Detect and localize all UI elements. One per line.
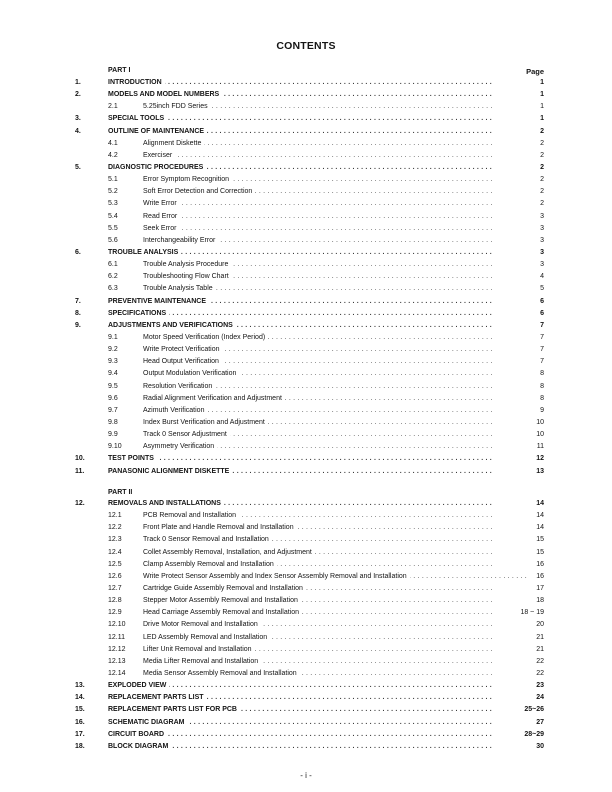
entry-title-text: DIAGNOSTIC PROCEDURES bbox=[108, 164, 206, 171]
section-title bbox=[108, 77, 493, 89]
page-number: 8 bbox=[540, 394, 544, 402]
section-title bbox=[108, 704, 493, 716]
toc-subsection-row bbox=[0, 138, 612, 150]
toc-subsection-row bbox=[0, 607, 612, 619]
entry-title-text: TROUBLE ANALYSIS bbox=[108, 249, 181, 256]
section-title bbox=[108, 453, 493, 465]
page-number: 22 bbox=[536, 669, 544, 677]
section-title bbox=[108, 320, 493, 332]
entry-title-text: PCB Removal and Installation bbox=[143, 512, 239, 519]
subsection-title bbox=[143, 393, 493, 405]
toc-subsection-row bbox=[0, 150, 612, 162]
page-number: 3 bbox=[540, 248, 544, 256]
entry-title-text: Track 0 Sensor Removal and Installation bbox=[143, 536, 272, 543]
subsection-number: 9.9 bbox=[108, 431, 118, 439]
subsection-number: 4.1 bbox=[108, 139, 118, 147]
page-number: 8 bbox=[540, 382, 544, 390]
subsection-title bbox=[143, 381, 493, 393]
section-title bbox=[108, 308, 493, 320]
section-title bbox=[108, 466, 493, 478]
toc-subsection-row bbox=[0, 283, 612, 295]
entry-title-text: Radial Alignment Verification and Adjustment bbox=[143, 395, 285, 402]
toc-subsection-row bbox=[0, 393, 612, 405]
subsection-number: 12.10 bbox=[108, 621, 126, 629]
subsection-number: 9.8 bbox=[108, 418, 118, 426]
page-number: 16 bbox=[536, 560, 544, 568]
section-number: 18. bbox=[75, 742, 85, 750]
toc-subsection-row bbox=[0, 656, 612, 668]
section-number: 11. bbox=[75, 467, 85, 475]
subsection-title bbox=[143, 632, 493, 644]
toc-subsection-row bbox=[0, 259, 612, 271]
subsection-title bbox=[143, 522, 493, 534]
toc-subsection-row bbox=[0, 211, 612, 223]
toc-subsection-row bbox=[0, 571, 612, 583]
entry-title-text: REMOVALS AND INSTALLATIONS bbox=[108, 500, 224, 507]
toc-subsection-row bbox=[0, 441, 612, 453]
subsection-number: 12.4 bbox=[108, 548, 122, 556]
page-number: 30 bbox=[536, 742, 544, 750]
subsection-number: 9.3 bbox=[108, 358, 118, 366]
entry-title-text: Write Protect Sensor Assembly and Index Sensor Assembly Removal and Installation bbox=[143, 573, 410, 580]
part-2-label: PART II bbox=[108, 489, 133, 496]
subsection-title bbox=[143, 150, 493, 162]
page-number: 12 bbox=[536, 455, 544, 463]
toc-subsection-row bbox=[0, 668, 612, 680]
subsection-number: 12.3 bbox=[108, 536, 122, 544]
page-number: 10 bbox=[536, 431, 544, 439]
page-number: 6 bbox=[540, 297, 544, 305]
toc-subsection-row bbox=[0, 619, 612, 631]
entry-title-text: Troubleshooting Flow Chart bbox=[143, 273, 232, 280]
toc-subsection-row bbox=[0, 595, 612, 607]
entry-title-text: Exerciser bbox=[143, 152, 175, 159]
toc-subsection-row bbox=[0, 583, 612, 595]
subsection-title bbox=[143, 429, 493, 441]
toc-subsection-row bbox=[0, 417, 612, 429]
entry-title-text: REPLACEMENT PARTS LIST FOR PCB bbox=[108, 706, 240, 713]
entry-title-text: EXPLODED VIEW bbox=[108, 682, 169, 689]
section-title bbox=[108, 247, 493, 259]
toc-section-row bbox=[0, 704, 612, 716]
subsection-title bbox=[143, 595, 493, 607]
subsection-title bbox=[143, 559, 493, 571]
section-title bbox=[108, 692, 493, 704]
toc-subsection-row bbox=[0, 101, 612, 113]
toc-section-row bbox=[0, 453, 612, 465]
section-title bbox=[108, 741, 493, 753]
toc-subsection-row bbox=[0, 644, 612, 656]
entry-title-text: SCHEMATIC DIAGRAM bbox=[108, 719, 187, 726]
subsection-number: 4.2 bbox=[108, 151, 118, 159]
entry-title-text: Read Error bbox=[143, 213, 180, 220]
page-number: 25~26 bbox=[524, 706, 544, 714]
toc-section-row bbox=[0, 692, 612, 704]
subsection-number: 12.14 bbox=[108, 669, 126, 677]
section-title bbox=[108, 113, 493, 125]
subsection-title bbox=[143, 259, 493, 271]
part-1-label: PART I bbox=[108, 67, 131, 74]
toc-subsection-row bbox=[0, 332, 612, 344]
entry-title-text: SPECIAL TOOLS bbox=[108, 115, 167, 122]
subsection-number: 12.13 bbox=[108, 657, 126, 665]
subsection-number: 9.5 bbox=[108, 382, 118, 390]
entry-title-text: Front Plate and Handle Removal and Installation bbox=[143, 524, 297, 531]
entry-title-text: Error Symptom Recognition bbox=[143, 176, 232, 183]
toc-section-row bbox=[0, 717, 612, 729]
entry-title-text: ADJUSTMENTS AND VERIFICATIONS bbox=[108, 322, 236, 329]
entry-title-text: Media Lifter Removal and Installation bbox=[143, 658, 261, 665]
subsection-title bbox=[143, 607, 493, 619]
page-number: 11 bbox=[536, 443, 544, 451]
page-number: 8 bbox=[540, 370, 544, 378]
subsection-number: 5.1 bbox=[108, 176, 118, 184]
page-number: 13 bbox=[536, 467, 544, 475]
subsection-number: 6.3 bbox=[108, 285, 118, 293]
subsection-number: 12.2 bbox=[108, 524, 122, 532]
subsection-title bbox=[143, 138, 493, 150]
section-title bbox=[108, 498, 493, 510]
page-number: 20 bbox=[536, 621, 544, 629]
toc-subsection-row bbox=[0, 174, 612, 186]
section-number: 9. bbox=[75, 321, 81, 329]
section-number: 3. bbox=[75, 115, 81, 123]
page-number: 7 bbox=[540, 346, 544, 354]
entry-title-text: Media Sensor Assembly Removal and Installation bbox=[143, 670, 300, 677]
subsection-number: 6.1 bbox=[108, 261, 118, 269]
toc-subsection-row bbox=[0, 632, 612, 644]
subsection-number: 12.11 bbox=[108, 633, 125, 641]
subsection-title bbox=[143, 186, 493, 198]
entry-title-text: Index Burst Verification and Adjustment bbox=[143, 419, 268, 426]
page-number: 18 ~ 19 bbox=[520, 609, 544, 617]
toc-section-row bbox=[0, 89, 612, 101]
page-number: 2 bbox=[540, 139, 544, 147]
entry-title-text: Stepper Motor Assembly Removal and Installation bbox=[143, 597, 301, 604]
entry-title-text: Drive Motor Removal and Installation bbox=[143, 621, 261, 628]
toc-subsection-row bbox=[0, 223, 612, 235]
subsection-title bbox=[143, 344, 493, 356]
subsection-number: 5.6 bbox=[108, 236, 118, 244]
entry-title-text: Head Carriage Assembly Removal and Installation bbox=[143, 609, 302, 616]
subsection-title bbox=[143, 356, 493, 368]
subsection-number: 12.5 bbox=[108, 560, 122, 568]
section-title bbox=[108, 729, 493, 741]
entry-title-text: PANASONIC ALIGNMENT DISKETTE bbox=[108, 468, 232, 475]
section-number: 2. bbox=[75, 91, 81, 99]
entry-title-text: MODELS AND MODEL NUMBERS bbox=[108, 91, 222, 98]
page-number: 1 bbox=[540, 103, 544, 111]
toc-section-row bbox=[0, 320, 612, 332]
toc-part-2 bbox=[0, 498, 612, 753]
subsection-title bbox=[143, 656, 493, 668]
page-number: 2 bbox=[540, 176, 544, 184]
toc-subsection-row bbox=[0, 510, 612, 522]
toc-section-row bbox=[0, 77, 612, 89]
subsection-title bbox=[143, 619, 493, 631]
subsection-number: 2.1 bbox=[108, 103, 118, 111]
toc-subsection-row bbox=[0, 429, 612, 441]
subsection-number: 5.3 bbox=[108, 200, 118, 208]
page-number: 3 bbox=[540, 224, 544, 232]
subsection-title bbox=[143, 644, 493, 656]
subsection-number: 5.5 bbox=[108, 224, 118, 232]
toc-subsection-row bbox=[0, 534, 612, 546]
entry-title-text: OUTLINE OF MAINTENANCE bbox=[108, 128, 207, 135]
entry-title-text: Collet Assembly Removal, Installation, and Adjustment bbox=[143, 549, 315, 556]
subsection-title bbox=[143, 211, 493, 223]
toc-subsection-row bbox=[0, 344, 612, 356]
subsection-title bbox=[143, 198, 493, 210]
entry-title-text: Write Protect Verification bbox=[143, 346, 223, 353]
page-number: 7 bbox=[540, 358, 544, 366]
entry-title-text: Interchangeability Error bbox=[143, 237, 218, 244]
subsection-number: 12.6 bbox=[108, 572, 122, 580]
section-number: 1. bbox=[75, 79, 81, 86]
toc-subsection-row bbox=[0, 522, 612, 534]
subsection-number: 12.8 bbox=[108, 597, 122, 605]
toc-section-row bbox=[0, 498, 612, 510]
page-number: 1 bbox=[540, 79, 544, 86]
entry-title-text: Motor Speed Verification (Index Period) bbox=[143, 334, 268, 341]
page-column-header: Page bbox=[526, 67, 544, 76]
section-title bbox=[108, 162, 493, 174]
section-title bbox=[108, 89, 493, 101]
section-number: 12. bbox=[75, 500, 85, 507]
entry-title-text: Asymmetry Verification bbox=[143, 443, 217, 450]
page-number: 2 bbox=[540, 200, 544, 208]
page-number: 28~29 bbox=[524, 730, 544, 738]
subsection-title bbox=[143, 441, 493, 453]
toc-section-row bbox=[0, 308, 612, 320]
toc-subsection-row bbox=[0, 559, 612, 571]
page-number: 7 bbox=[540, 321, 544, 329]
entry-title-text: Seek Error bbox=[143, 225, 179, 232]
page-number: 2 bbox=[540, 127, 544, 135]
section-number: 5. bbox=[75, 163, 81, 171]
section-number: 17. bbox=[75, 730, 85, 738]
section-title bbox=[108, 296, 493, 308]
entry-title-text: Soft Error Detection and Correction bbox=[143, 188, 255, 195]
page-number: 2 bbox=[540, 151, 544, 159]
section-number: 14. bbox=[75, 694, 85, 702]
page-number: 15 bbox=[536, 536, 544, 544]
entry-title-text: BLOCK DIAGRAM bbox=[108, 743, 171, 750]
subsection-title bbox=[143, 271, 493, 283]
page-number: 22 bbox=[536, 657, 544, 665]
entry-title-text: Head Output Verification bbox=[143, 358, 222, 365]
page-number: 24 bbox=[536, 694, 544, 702]
subsection-title bbox=[143, 368, 493, 380]
toc-section-row bbox=[0, 296, 612, 308]
section-title bbox=[108, 717, 493, 729]
entry-title-text: REPLACEMENT PARTS LIST bbox=[108, 694, 207, 701]
toc-section-row bbox=[0, 247, 612, 259]
entry-title-text: Alignment Diskette bbox=[143, 140, 204, 147]
page-number: 14 bbox=[536, 500, 544, 507]
toc-section-row bbox=[0, 126, 612, 138]
entry-title-text: SPECIFICATIONS bbox=[108, 310, 169, 317]
subsection-title bbox=[143, 583, 493, 595]
subsection-title bbox=[143, 571, 528, 583]
toc-subsection-row bbox=[0, 198, 612, 210]
toc-section-row bbox=[0, 466, 612, 478]
entry-title-text: Resolution Verification bbox=[143, 383, 215, 390]
subsection-number: 5.4 bbox=[108, 212, 118, 220]
toc-subsection-row bbox=[0, 405, 612, 417]
entry-title-text: Trouble Analysis Procedure bbox=[143, 261, 231, 268]
section-number: 10. bbox=[75, 455, 85, 463]
subsection-title bbox=[143, 101, 493, 113]
entry-title-text: Azimuth Verification bbox=[143, 407, 207, 414]
entry-title-text: LED Assembly Removal and Installation bbox=[143, 634, 270, 641]
subsection-number: 12.1 bbox=[108, 512, 122, 520]
subsection-number: 9.10 bbox=[108, 443, 122, 451]
entry-title-text: Track 0 Sensor Adjustment bbox=[143, 431, 230, 438]
section-title bbox=[108, 126, 493, 138]
toc-section-row bbox=[0, 729, 612, 741]
page-number: 2 bbox=[540, 188, 544, 196]
subsection-title bbox=[143, 283, 493, 295]
entry-title-text: TEST POINTS bbox=[108, 455, 157, 462]
entry-title-text: 5.25inch FDD Series bbox=[143, 103, 211, 110]
subsection-title bbox=[143, 332, 493, 344]
page-number: 10 bbox=[536, 418, 544, 426]
subsection-title bbox=[143, 405, 493, 417]
section-number: 7. bbox=[75, 297, 81, 305]
subsection-title bbox=[143, 235, 493, 247]
toc-subsection-row bbox=[0, 186, 612, 198]
page-number: 5 bbox=[540, 285, 544, 293]
subsection-title bbox=[143, 668, 493, 680]
subsection-number: 9.1 bbox=[108, 333, 118, 341]
toc-subsection-row bbox=[0, 381, 612, 393]
section-number: 8. bbox=[75, 309, 81, 317]
page-number: 17 bbox=[536, 584, 544, 592]
toc-section-row bbox=[0, 113, 612, 125]
subsection-number: 9.4 bbox=[108, 370, 118, 378]
page-number: 15 bbox=[536, 548, 544, 556]
page-number: 21 bbox=[536, 633, 544, 641]
toc-section-row bbox=[0, 680, 612, 692]
subsection-title bbox=[143, 223, 493, 235]
toc-subsection-row bbox=[0, 271, 612, 283]
toc-section-row bbox=[0, 162, 612, 174]
toc-part-1 bbox=[0, 77, 612, 478]
section-number: 13. bbox=[75, 682, 85, 690]
page-number: 14 bbox=[536, 524, 544, 532]
entry-title-text: CIRCUIT BOARD bbox=[108, 731, 167, 738]
subsection-number: 12.9 bbox=[108, 609, 122, 617]
toc-subsection-row bbox=[0, 356, 612, 368]
page-number: 23 bbox=[536, 682, 544, 690]
subsection-number: 9.7 bbox=[108, 406, 118, 414]
section-number: 4. bbox=[75, 127, 81, 135]
entry-title-text: PREVENTIVE MAINTENANCE bbox=[108, 298, 209, 305]
entry-title-text: Trouble Analysis Table bbox=[143, 285, 216, 292]
page-title: CONTENTS bbox=[276, 40, 336, 52]
entry-title-text: Lifter Unit Removal and Installation bbox=[143, 646, 255, 653]
toc-section-row bbox=[0, 741, 612, 753]
page-number: 14 bbox=[536, 512, 544, 520]
page-number: 4 bbox=[540, 273, 544, 281]
page-number: 27 bbox=[536, 718, 544, 726]
section-number: 15. bbox=[75, 706, 85, 714]
toc-subsection-row bbox=[0, 368, 612, 380]
subsection-title bbox=[143, 547, 493, 559]
page-number: 21 bbox=[536, 645, 544, 653]
page-number: 6 bbox=[540, 309, 544, 317]
section-title bbox=[108, 680, 493, 692]
subsection-number: 9.6 bbox=[108, 394, 118, 402]
page-number: 3 bbox=[540, 236, 544, 244]
page-number: 18 bbox=[536, 597, 544, 605]
subsection-title bbox=[143, 510, 493, 522]
page-number: 3 bbox=[540, 261, 544, 269]
subsection-title bbox=[143, 534, 493, 546]
page-number: 9 bbox=[540, 406, 544, 414]
section-number: 6. bbox=[75, 248, 81, 256]
subsection-number: 12.12 bbox=[108, 645, 126, 653]
entry-title-text: Write Error bbox=[143, 200, 180, 207]
subsection-title bbox=[143, 417, 493, 429]
page-number: 7 bbox=[540, 333, 544, 341]
subsection-number: 6.2 bbox=[108, 273, 118, 281]
page-number: 3 bbox=[540, 212, 544, 220]
page-number: 16 bbox=[536, 572, 544, 580]
entry-title-text: INTRODUCTION bbox=[108, 79, 165, 86]
page-number: 1 bbox=[540, 115, 544, 123]
toc-subsection-row bbox=[0, 547, 612, 559]
toc-subsection-row bbox=[0, 235, 612, 247]
entry-title-text: Output Modulation Verification bbox=[143, 370, 239, 377]
subsection-number: 5.2 bbox=[108, 188, 118, 196]
entry-title-text: Cartridge Guide Assembly Removal and Installation bbox=[143, 585, 306, 592]
subsection-number: 12.7 bbox=[108, 584, 122, 592]
page-number: 1 bbox=[540, 91, 544, 99]
entry-title-text: Clamp Assembly Removal and Installation bbox=[143, 561, 277, 568]
subsection-number: 9.2 bbox=[108, 346, 118, 354]
section-number: 16. bbox=[75, 718, 85, 726]
page-number: 2 bbox=[540, 163, 544, 171]
subsection-title bbox=[143, 174, 493, 186]
page-number-footer: - i - bbox=[300, 771, 312, 780]
